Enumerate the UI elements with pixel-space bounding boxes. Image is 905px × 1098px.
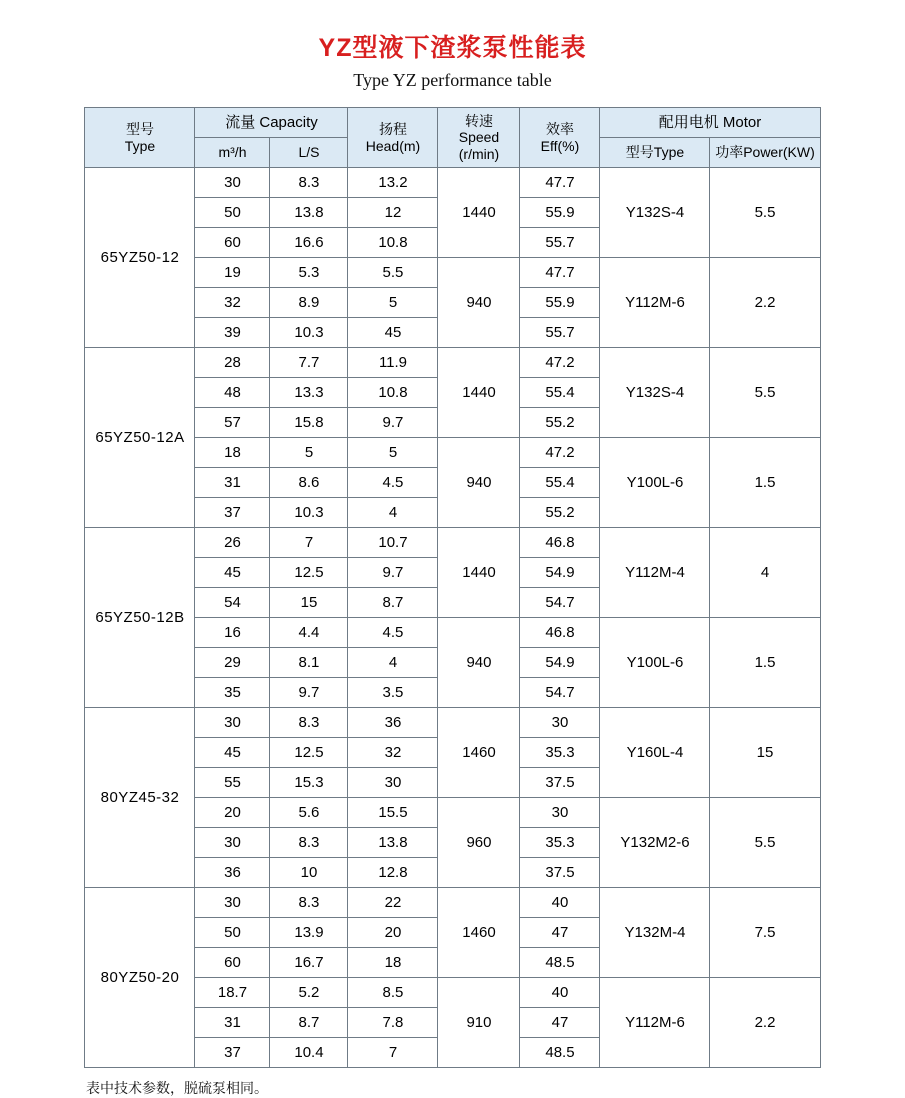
cell-head: 4 (348, 498, 438, 528)
cell-efficiency: 54.7 (520, 588, 600, 618)
cell-speed: 1440 (438, 528, 520, 618)
cell-capacity-ls: 9.7 (270, 678, 348, 708)
cell-efficiency: 46.8 (520, 618, 600, 648)
cell-head: 32 (348, 738, 438, 768)
cell-motor-type: Y132M-4 (600, 888, 710, 978)
header-capacity-m3h (195, 138, 270, 168)
cell-head: 22 (348, 888, 438, 918)
cell-motor-type: Y132M2-6 (600, 798, 710, 888)
cell-speed: 940 (438, 258, 520, 348)
cell-motor-type: Y132S-4 (600, 168, 710, 258)
cell-head: 7 (348, 1038, 438, 1068)
cell-efficiency: 47 (520, 918, 600, 948)
cell-capacity-m3h: 35 (195, 678, 270, 708)
cell-efficiency: 46.8 (520, 528, 600, 558)
cell-capacity-ls: 5.2 (270, 978, 348, 1008)
cell-motor-power: 5.5 (710, 798, 820, 888)
cell-capacity-ls: 8.3 (270, 888, 348, 918)
cell-capacity-m3h: 28 (195, 348, 270, 378)
cell-head: 10.8 (348, 228, 438, 258)
cell-capacity-ls: 10.4 (270, 1038, 348, 1068)
cell-capacity-m3h: 37 (195, 498, 270, 528)
cell-efficiency: 55.4 (520, 378, 600, 408)
header-eff-cn: 效率 (545, 121, 574, 138)
cell-head: 12 (348, 198, 438, 228)
cell-capacity-m3h: 19 (195, 258, 270, 288)
table-header (85, 108, 820, 168)
cell-capacity-m3h: 31 (195, 468, 270, 498)
cell-efficiency: 55.7 (520, 228, 600, 258)
cell-capacity-ls: 8.3 (270, 828, 348, 858)
header-speed (438, 108, 520, 168)
cell-capacity-ls: 16.6 (270, 228, 348, 258)
cell-motor-power: 1.5 (710, 618, 820, 708)
cell-capacity-ls: 10.3 (270, 318, 348, 348)
table-row (85, 978, 820, 1008)
cell-efficiency: 40 (520, 888, 600, 918)
cell-motor-type: Y112M-4 (600, 528, 710, 618)
cell-head: 45 (348, 318, 438, 348)
header-speed-en: Speed (458, 129, 500, 146)
cell-speed: 910 (438, 978, 520, 1068)
cell-capacity-ls: 5.6 (270, 798, 348, 828)
cell-capacity-m3h: 18 (195, 438, 270, 468)
cell-capacity-m3h: 18.7 (195, 978, 270, 1008)
cell-efficiency: 47.7 (520, 258, 600, 288)
cell-efficiency: 47 (520, 1008, 600, 1038)
header-head-en: Head(m) (365, 137, 421, 154)
header-motor-type-label: 型号Type (625, 143, 685, 160)
cell-speed: 940 (438, 438, 520, 528)
cell-capacity-m3h: 26 (195, 528, 270, 558)
cell-capacity-ls: 4.4 (270, 618, 348, 648)
table-row (85, 798, 820, 828)
cell-capacity-ls: 13.3 (270, 378, 348, 408)
cell-capacity-ls: 15.3 (270, 768, 348, 798)
cell-motor-power: 2.2 (710, 978, 820, 1068)
table-row (85, 348, 820, 378)
cell-capacity-m3h: 60 (195, 948, 270, 978)
cell-capacity-ls: 8.6 (270, 468, 348, 498)
cell-motor-type: Y112M-6 (600, 258, 710, 348)
header-speed-unit: (r/min) (458, 145, 500, 162)
cell-model: 65YZ50-12B (85, 528, 195, 708)
cell-capacity-m3h: 39 (195, 318, 270, 348)
cell-capacity-ls: 8.3 (270, 168, 348, 198)
cell-capacity-m3h: 57 (195, 408, 270, 438)
header-speed-cn: 转速 (464, 113, 493, 130)
cell-head: 12.8 (348, 858, 438, 888)
cell-capacity-ls: 8.1 (270, 648, 348, 678)
cell-capacity-ls: 7.7 (270, 348, 348, 378)
cell-motor-power: 2.2 (710, 258, 820, 348)
cell-speed: 1440 (438, 348, 520, 438)
cell-head: 5.5 (348, 258, 438, 288)
table-row (85, 438, 820, 468)
table-row (85, 888, 820, 918)
header-motor-power (710, 138, 820, 168)
cell-efficiency: 37.5 (520, 858, 600, 888)
cell-motor-power: 15 (710, 708, 820, 798)
cell-motor-type: Y160L-4 (600, 708, 710, 798)
cell-efficiency: 35.3 (520, 738, 600, 768)
header-head-cn: 扬程 (378, 121, 407, 138)
cell-head: 5 (348, 438, 438, 468)
cell-speed: 1460 (438, 888, 520, 978)
cell-head: 7.8 (348, 1008, 438, 1038)
cell-speed: 960 (438, 798, 520, 888)
header-motor-type (600, 138, 710, 168)
cell-efficiency: 48.5 (520, 948, 600, 978)
cell-capacity-m3h: 30 (195, 888, 270, 918)
cell-capacity-m3h: 54 (195, 588, 270, 618)
cell-capacity-ls: 15.8 (270, 408, 348, 438)
table-row (85, 168, 820, 198)
cell-efficiency: 55.2 (520, 498, 600, 528)
header-head (348, 108, 438, 168)
header-motor-power-label: 功率Power(KW) (715, 143, 815, 160)
page-title: YZ型液下渣浆泵性能表 (318, 34, 587, 62)
header-type-en: Type (124, 137, 156, 154)
cell-head: 20 (348, 918, 438, 948)
cell-efficiency: 55.7 (520, 318, 600, 348)
cell-efficiency: 47.2 (520, 348, 600, 378)
cell-capacity-ls: 12.5 (270, 558, 348, 588)
cell-model: 65YZ50-12 (85, 168, 195, 348)
document-page (0, 28, 905, 1096)
cell-capacity-ls: 16.7 (270, 948, 348, 978)
cell-efficiency: 47.7 (520, 168, 600, 198)
cell-motor-type: Y112M-6 (600, 978, 710, 1068)
cell-model: 65YZ50-12A (85, 348, 195, 528)
cell-capacity-m3h: 50 (195, 918, 270, 948)
cell-capacity-ls: 5.3 (270, 258, 348, 288)
cell-efficiency: 55.2 (520, 408, 600, 438)
cell-capacity-m3h: 60 (195, 228, 270, 258)
cell-capacity-m3h: 31 (195, 1008, 270, 1038)
header-motor: 配用电机 Motor (600, 108, 820, 138)
header-capacity: 流量 Capacity (195, 108, 348, 138)
cell-capacity-ls: 13.9 (270, 918, 348, 948)
cell-model: 80YZ50-20 (85, 888, 195, 1068)
cell-head: 15.5 (348, 798, 438, 828)
header-capacity-m3h-label: m³/h (218, 143, 247, 160)
cell-capacity-m3h: 30 (195, 168, 270, 198)
header-eff-en: Eff(%) (540, 137, 580, 154)
cell-head: 36 (348, 708, 438, 738)
header-capacity-ls-label: L/S (298, 143, 320, 160)
table-row (85, 708, 820, 738)
cell-head: 9.7 (348, 408, 438, 438)
cell-efficiency: 55.4 (520, 468, 600, 498)
cell-efficiency: 30 (520, 708, 600, 738)
cell-motor-power: 4 (710, 528, 820, 618)
cell-capacity-ls: 10.3 (270, 498, 348, 528)
cell-head: 30 (348, 768, 438, 798)
cell-model: 80YZ45-32 (85, 708, 195, 888)
cell-capacity-ls: 10 (270, 858, 348, 888)
cell-capacity-m3h: 45 (195, 738, 270, 768)
cell-efficiency: 54.7 (520, 678, 600, 708)
cell-capacity-m3h: 48 (195, 378, 270, 408)
cell-head: 11.9 (348, 348, 438, 378)
header-type (85, 108, 195, 168)
cell-head: 18 (348, 948, 438, 978)
cell-capacity-m3h: 55 (195, 768, 270, 798)
header-type-cn: 型号 (125, 121, 154, 138)
cell-capacity-ls: 15 (270, 588, 348, 618)
cell-head: 4.5 (348, 618, 438, 648)
cell-speed: 1440 (438, 168, 520, 258)
cell-head: 10.7 (348, 528, 438, 558)
cell-efficiency: 35.3 (520, 828, 600, 858)
cell-head: 9.7 (348, 558, 438, 588)
header-capacity-ls (270, 138, 348, 168)
cell-motor-type: Y100L-6 (600, 618, 710, 708)
cell-head: 4.5 (348, 468, 438, 498)
table-row (85, 528, 820, 558)
cell-capacity-ls: 7 (270, 528, 348, 558)
cell-efficiency: 54.9 (520, 648, 600, 678)
cell-motor-power: 5.5 (710, 168, 820, 258)
cell-capacity-ls: 13.8 (270, 198, 348, 228)
cell-motor-power: 1.5 (710, 438, 820, 528)
performance-table (84, 107, 820, 1068)
cell-efficiency: 55.9 (520, 198, 600, 228)
cell-motor-power: 7.5 (710, 888, 820, 978)
table-footnote: 表中技术参数，脱硫泵相同。 (86, 1080, 268, 1096)
cell-head: 8.5 (348, 978, 438, 1008)
cell-motor-power: 5.5 (710, 348, 820, 438)
cell-capacity-ls: 8.3 (270, 708, 348, 738)
cell-capacity-m3h: 16 (195, 618, 270, 648)
cell-capacity-ls: 8.9 (270, 288, 348, 318)
cell-capacity-ls: 5 (270, 438, 348, 468)
cell-efficiency: 55.9 (520, 288, 600, 318)
cell-head: 4 (348, 648, 438, 678)
cell-speed: 940 (438, 618, 520, 708)
cell-head: 5 (348, 288, 438, 318)
cell-efficiency: 40 (520, 978, 600, 1008)
cell-motor-type: Y100L-6 (600, 438, 710, 528)
cell-capacity-m3h: 29 (195, 648, 270, 678)
table-row (85, 618, 820, 648)
header-efficiency (520, 108, 600, 168)
cell-capacity-m3h: 45 (195, 558, 270, 588)
cell-capacity-m3h: 37 (195, 1038, 270, 1068)
cell-efficiency: 47.2 (520, 438, 600, 468)
table-row (85, 258, 820, 288)
cell-head: 3.5 (348, 678, 438, 708)
cell-capacity-m3h: 32 (195, 288, 270, 318)
cell-capacity-m3h: 30 (195, 828, 270, 858)
cell-capacity-m3h: 30 (195, 708, 270, 738)
cell-motor-type: Y132S-4 (600, 348, 710, 438)
cell-speed: 1460 (438, 708, 520, 798)
cell-head: 13.8 (348, 828, 438, 858)
page-subtitle: Type YZ performance table (353, 70, 552, 90)
cell-capacity-ls: 8.7 (270, 1008, 348, 1038)
cell-efficiency: 30 (520, 798, 600, 828)
cell-head: 13.2 (348, 168, 438, 198)
cell-capacity-m3h: 50 (195, 198, 270, 228)
cell-head: 10.8 (348, 378, 438, 408)
cell-capacity-m3h: 36 (195, 858, 270, 888)
cell-head: 8.7 (348, 588, 438, 618)
cell-capacity-ls: 12.5 (270, 738, 348, 768)
header-row-1 (85, 108, 820, 138)
cell-capacity-m3h: 20 (195, 798, 270, 828)
cell-efficiency: 54.9 (520, 558, 600, 588)
table-body (85, 168, 820, 1068)
cell-efficiency: 48.5 (520, 1038, 600, 1068)
cell-efficiency: 37.5 (520, 768, 600, 798)
